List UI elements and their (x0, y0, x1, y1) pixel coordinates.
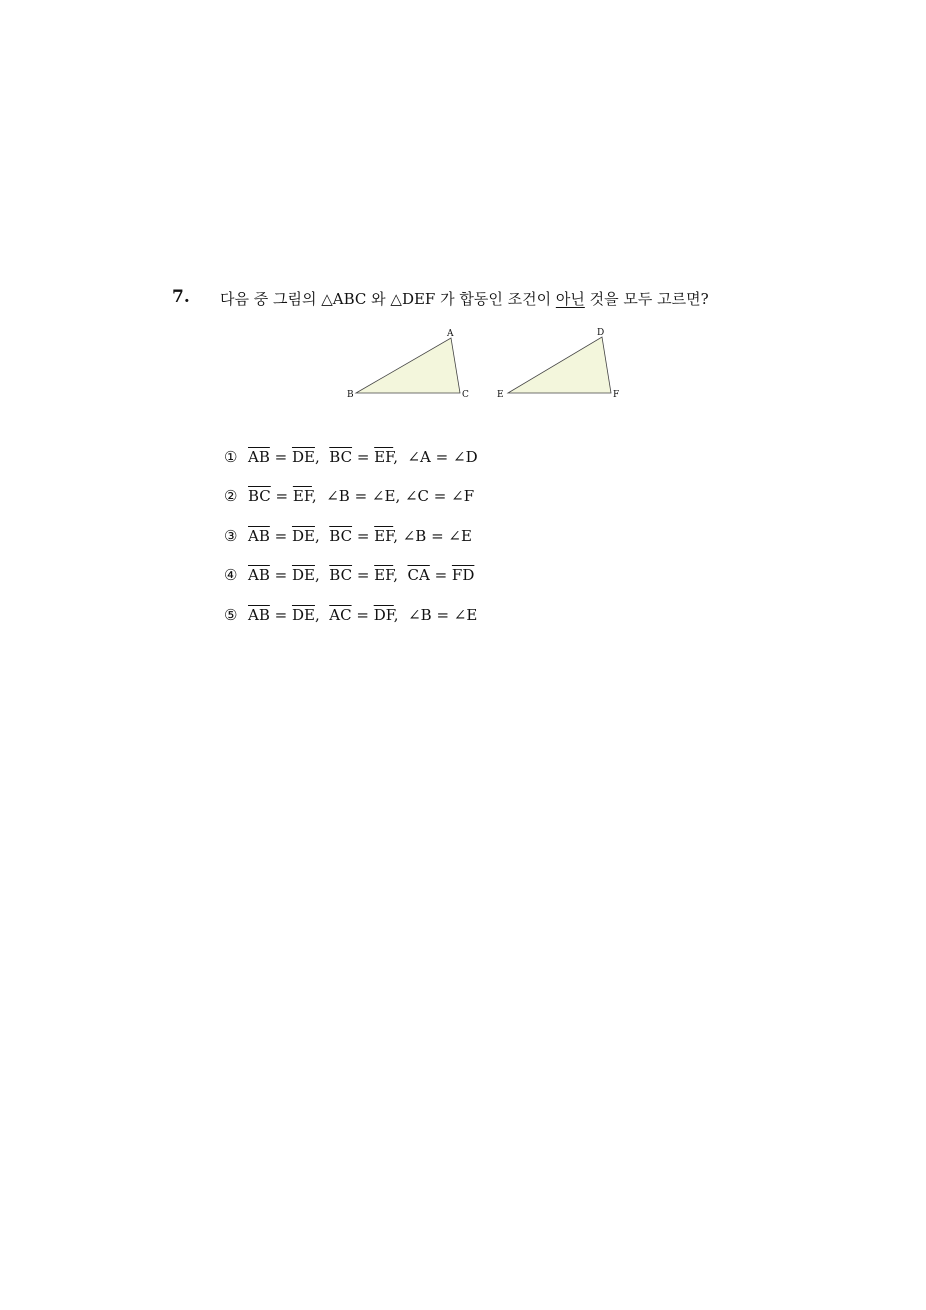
choice-3[interactable] (224, 527, 478, 566)
segment-ac: $\overline{AC}$ (329, 605, 352, 624)
choice-number: ③ (224, 526, 238, 545)
segment-ab: $\overline{AB}$ (248, 605, 270, 624)
choice-4[interactable] (224, 566, 478, 605)
triangle-def (497, 328, 619, 400)
label-d: D (597, 328, 605, 338)
choice-text (248, 606, 477, 624)
choice-1[interactable] (224, 448, 478, 487)
choice-text-part: , (314, 526, 330, 545)
choice-text-part: , (314, 566, 330, 585)
choice-text (248, 487, 474, 505)
segment-bc: $\overline{BC}$ (329, 526, 353, 545)
choice-text-part: = (429, 566, 452, 585)
question-text-underlined: 아닌 (555, 290, 585, 308)
choice-number: ② (224, 487, 238, 506)
choice-text-part: = (352, 448, 375, 466)
choice-text-part: , ∠A = ∠D (393, 448, 478, 466)
choice-text-part: , (314, 448, 330, 466)
label-f: F (613, 390, 620, 400)
segment-bc: $\overline{BC}$ (329, 566, 353, 585)
question-number: 7. (172, 287, 190, 307)
segment-de: $\overline{DE}$ (291, 605, 315, 624)
triangle-def-shape (508, 337, 611, 393)
choice-number: ⑤ (224, 605, 238, 624)
choice-text (248, 448, 478, 466)
segment-ef: $\overline{EF}$ (374, 566, 394, 585)
segment-de: $\overline{DE}$ (291, 566, 315, 585)
choices-list (224, 448, 478, 645)
choice-number: ① (224, 448, 238, 466)
segment-ab: $\overline{AB}$ (248, 526, 270, 545)
triangle-abc (347, 329, 469, 400)
choice-text-part: = (269, 448, 292, 466)
choice-text-part: = (270, 487, 293, 506)
choice-text-part: = (352, 566, 375, 585)
segment-df: $\overline{DF}$ (373, 605, 394, 624)
choice-text (248, 566, 474, 584)
choice-text-part: , ∠B = ∠E (393, 605, 478, 624)
choice-text-part: = (269, 566, 292, 585)
choice-5[interactable] (224, 606, 478, 645)
triangles-figure (340, 325, 630, 405)
choice-text-part: = (352, 526, 375, 545)
choice-text-part: , ∠B = ∠E, ∠C = ∠F (311, 487, 475, 506)
choice-number: ④ (224, 566, 238, 585)
segment-fd: $\overline{FD}$ (451, 566, 475, 585)
triangle-abc-shape (356, 338, 460, 393)
segment-ca: $\overline{CA}$ (407, 566, 430, 585)
question-text-after: 것을 모두 고르면? (584, 290, 709, 308)
choice-text-part: = (351, 605, 374, 624)
choice-text-part: , ∠B = ∠E (393, 526, 472, 545)
segment-bc: $\overline{BC}$ (248, 487, 271, 506)
question-text (220, 288, 709, 309)
segment-ab: $\overline{AB}$ (248, 566, 270, 585)
segment-de: $\overline{DE}$ (291, 448, 315, 466)
choice-text-part: = (269, 526, 292, 545)
label-a: A (447, 329, 454, 339)
segment-bc: $\overline{BC}$ (329, 448, 353, 466)
choice-text-part: , (393, 566, 408, 585)
question-text-before: 다음 중 그림의 △ABC 와 △DEF 가 합동인 조건이 (220, 290, 556, 308)
choice-text-part: = (269, 605, 292, 624)
label-c: C (462, 390, 469, 400)
segment-de: $\overline{DE}$ (291, 526, 315, 545)
label-e: E (497, 390, 504, 400)
choice-2[interactable] (224, 487, 478, 526)
segment-ef: $\overline{EF}$ (292, 487, 312, 506)
choice-text-part: , (314, 605, 330, 624)
label-b: B (347, 390, 354, 400)
segment-ef: $\overline{EF}$ (374, 448, 394, 466)
choice-text (248, 527, 472, 545)
segment-ab: $\overline{AB}$ (248, 448, 270, 466)
segment-ef: $\overline{EF}$ (374, 526, 394, 545)
